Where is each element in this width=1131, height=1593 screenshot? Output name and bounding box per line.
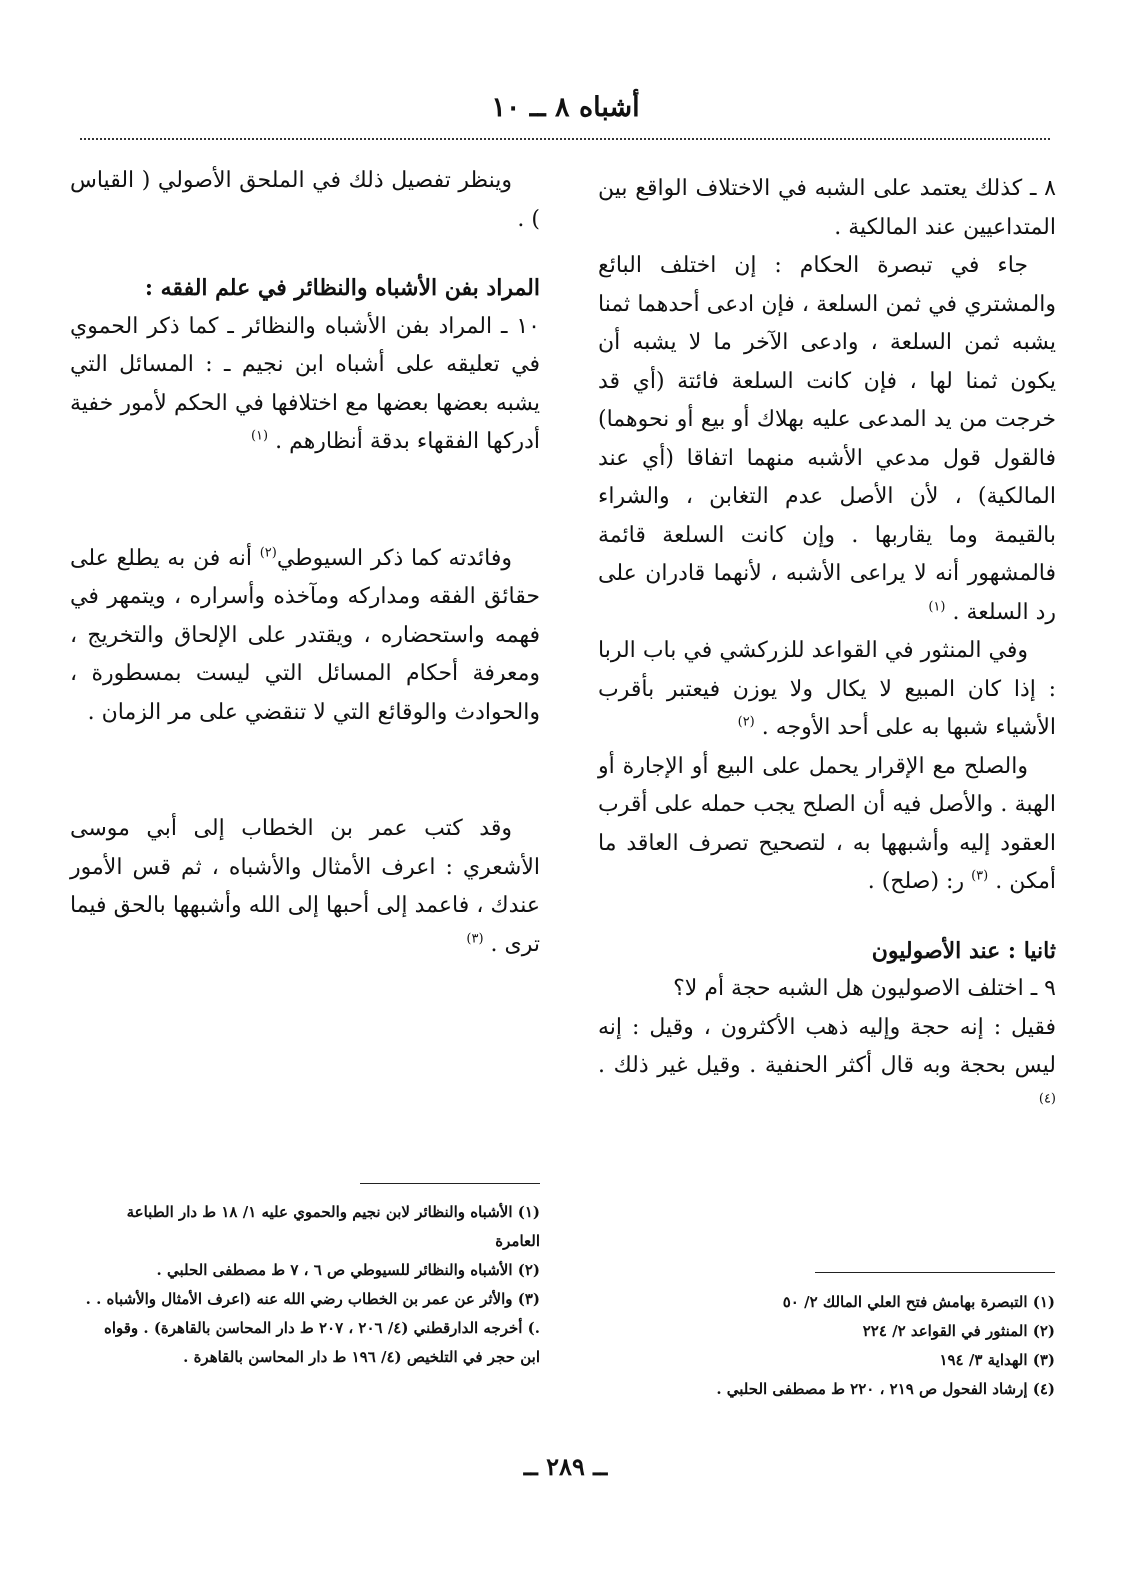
paragraph-9: ٩ ـ اختلف الاصوليون هل الشبه حجة أم لا؟ [673,976,1056,1001]
footnote-1: (١) التبصرة بهامش فتح العلي المالك ٢/ ٥٠ [782,1293,1055,1311]
footnote-ref: (٤) [1038,1091,1056,1107]
section-heading-ashbah: المراد بفن الأشباه والنظائر في علم الفقه : [144,275,540,301]
header-divider [80,138,1050,140]
right-column [598,170,1056,1124]
paragraph-manthur: وفي المنثور في القواعد للزركشي في باب الربا : إذا كان المبيع لا يكال ولا يوزن فيعتبر بأقرب الأشياء شبها به على أحد الأوجه . $^{(٢)}$ [598,638,1056,740]
spacer [70,462,540,540]
spacer [70,239,540,269]
footnote-3: (٣) والأثر عن عمر بن الخطاب رضي الله عنه (اعرف الأمثال والأشباه . . .) أخرجه الدارقطني (٤/ ٢٠٦ ، ٢٠٧ ط دار المحاسن بالقاهرة) . وقواه ابن حجر في التلخيص (٤/ ١٩٦ ط دار المحاسن بالقاهرة . [85,1290,540,1366]
footnote-2: (٢) المنثور في القواعد ٢/ ٢٢٤ [862,1322,1055,1340]
paragraph-mulhaq: وينظر تفصيل ذلك في الملحق الأصولي ( القياس ) . [70,168,540,232]
left-column [70,162,540,964]
footnote-ref: (٢) [259,545,277,561]
footnote-ref: (٢) [737,714,755,730]
footnote-3: (٣) الهداية ٣/ ١٩٤ [939,1351,1055,1369]
footnote-rule-right [815,1272,1055,1273]
page-number: ــ ٢٨٩ ــ [523,1452,608,1481]
spacer [70,732,540,810]
footnote-4: (٤) إرشاد الفحول ص ٢١٩ ، ٢٢٠ ط مصطفى الحلبي . [716,1380,1055,1398]
footnote-2: (٢) الأشباه والنظائر للسيوطي ص ٦ ، ٧ ط مصطفى الحلبي . [156,1261,540,1279]
footnote-ref: (٣) [971,868,989,884]
paragraph-10: ١٠ ـ المراد بفن الأشباه والنظائر ـ كما ذكر الحموي في تعليقه على أشباه ابن نجيم ـ : المسائل التي يشبه بعضها بعضها مع اختلافها في الحكم لأمور خفية أدركها الفقهاء بدقة أنظارهم . $^{(١)}$ [70,313,540,454]
spacer [598,902,1056,932]
paragraph-umar: وقد كتب عمر بن الخطاب إلى أبي موسى الأشعري : اعرف الأمثال والأشباه ، ثم قس الأمور عندك ، فاعمد إلى أحبها إلى الله وأشبهها بالحق فيما ترى . $^{(٣)}$ [70,816,540,957]
footnotes-right [600,1288,1055,1404]
footnote-ref: (١) [928,599,946,615]
paragraph-sulh: والصلح مع الإقرار يحمل على البيع أو الإجارة أو الهبة . والأصل فيه أن الصلح يجب حمله على أقرب العقود إليه وأشبهها به ، لتصحيح تصرف العاقد ما أمكن . $^{(٣)}$ ر: (صلح) . [598,753,1056,894]
section-heading-usuliyyun: ثانيا : عند الأصوليون [871,937,1056,964]
footnote-1: (١) الأشباه والنظائر لابن نجيم والحموي عليه ١/ ١٨ ط دار الطباعة العامرة [126,1203,540,1250]
paragraph-faida: وفائدته كما ذكر السيوطي$^{(٢)}$ أنه فن به يطلع على حقائق الفقه ومداركه ومآخذه وأسراره ، ويتمهر في فهمه واستحضاره ، ويقتدر على الإلحاق والتخريج ، ومعرفة أحكام المسائل التي ليست بمسطورة ، والحوادث والوقائع التي لا تنقضي على مر الزمان . [70,545,540,725]
paragraph-8: ٨ ـ كذلك يعتمد على الشبه في الاختلاف الواقع بين المتداعيين عند المالكية . [598,176,1056,240]
footnotes-left [85,1198,540,1372]
paragraph-qila: فقيل : إنه حجة وإليه ذهب الأكثرون ، وقيل : إنه ليس بحجة وبه قال أكثر الحنفية . وقيل غير ذلك . $^{(٤)}$ [598,1014,1056,1107]
paragraph-tabsira: جاء في تبصرة الحكام : إن اختلف البائع والمشتري في ثمن السلعة ، فإن ادعى أحدهما ثمنا يشبه ثمن السلعة ، وادعى الآخر ما لا يشبه أن يكون ثمنا لها ، فإن كانت السلعة فائتة (أي قد خرجت من يد المدعى عليه بهلاك أو بيع أو نحوهما) فالقول قول مدعي الأشبه منهما اتفاقا (أي عند المالكية) ، لأن الأصل عدم التغابن ، والشراء بالقيمة وما يقاربها . وإن كانت السلعة قائمة فالمشهور أنه لا يراعى الأشبه ، لأنهما قادران على رد السلعة . $^{(١)}$ [598,253,1056,625]
running-header: أشباه ٨ ــ ١٠ [491,92,640,123]
footnote-ref: (١) [250,428,269,444]
footnote-rule-left [360,1183,540,1184]
footnote-ref: (٣) [466,931,484,947]
